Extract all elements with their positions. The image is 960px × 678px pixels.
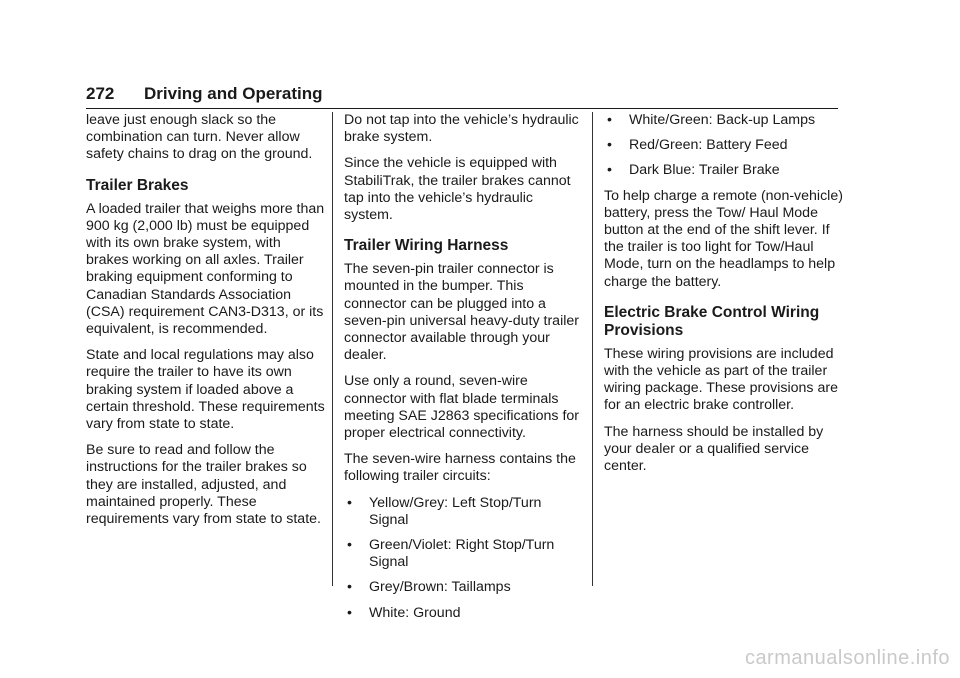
paragraph-hydraulic-warning: Do not tap into the vehicle’s hydraulic brake system. (344, 112, 579, 146)
circuit-label: Green/Violet: Right Stop/Turn Signal (369, 537, 555, 571)
bullet: • (607, 137, 612, 154)
paragraph-instructions: Be sure to read and follow the instructions for the trailer brakes so they are installed, adjusted, and maintained properly. These requirements vary from state to state. (86, 442, 321, 528)
column-1 (86, 112, 326, 537)
heading-trailer-brakes: Trailer Brakes (86, 176, 189, 194)
page-number: 272 (86, 84, 115, 103)
list-item (344, 579, 584, 596)
heading-trailer-wiring-harness: Trailer Wiring Harness (344, 237, 509, 255)
paragraph-seven-pin: The seven-pin trailer connector is mounted in the bumper. This connector can be plugged into a seven-pin universal heavy-duty trailer connector available through your dealer. (344, 261, 579, 364)
bullet: • (347, 579, 352, 596)
circuit-label: White: Ground (369, 604, 461, 621)
list-item (344, 495, 584, 529)
paragraph-wiring-provisions: These wiring provisions are included with the vehicle as part of the trailer wiring package. These provisions are for an electric brake controller. (604, 345, 838, 414)
bullet: • (347, 537, 352, 554)
paragraph-stabilitrak: Since the vehicle is equipped with StabiliTrak, the trailer brakes cannot tap into the vehicle’s hydraulic system. (344, 155, 571, 224)
paragraph-circuits-intro: The seven-wire harness contains the following trailer circuits: (344, 451, 576, 485)
column-divider (332, 112, 333, 586)
paragraph-loaded-trailer: A loaded trailer that weighs more than 900 kg (2,000 lb) must be equipped with its own brake system, with brakes working on all axles. Trailer braking equipment conforming to Canadian Standards Association (CSA) requirement CAN3-D313, or its equivalent, is recommended. (86, 200, 325, 338)
circuit-list-continued (604, 112, 844, 180)
list-item (604, 112, 844, 129)
page-header (86, 82, 838, 109)
circuit-label: Red/Green: Battery Feed (629, 137, 788, 154)
list-item (344, 605, 584, 622)
circuit-label: Yellow/Grey: Left Stop/Turn Signal (369, 494, 542, 528)
circuit-label: Grey/Brown: Taillamps (369, 579, 511, 596)
paragraph-chain-slack: leave just enough slack so the combination can turn. Never allow safety chains to drag on the ground. (86, 112, 313, 163)
bullet: • (607, 162, 612, 179)
column-2 (344, 112, 584, 630)
column-3 (604, 112, 844, 484)
column-divider (592, 112, 593, 586)
bullet: • (347, 494, 352, 511)
bullet: • (607, 112, 612, 128)
heading-electric-brake-control: Electric Brake Control Wiring Provisions (604, 303, 820, 339)
list-item (344, 537, 584, 571)
bullet: • (347, 604, 352, 621)
paragraph-dealer-install: The harness should be installed by your dealer or a qualified service center. (604, 423, 824, 475)
circuit-label: Dark Blue: Trailer Brake (629, 162, 780, 179)
circuit-list (344, 495, 584, 622)
paragraph-connector-spec: Use only a round, seven-wire connector with flat blade terminals meeting SAE J2863 specifications for proper electrical connectivity. (344, 373, 580, 442)
site-watermark: carmanualsonline.info (744, 647, 950, 669)
list-item (604, 137, 844, 154)
paragraph-regulations: State and local regulations may also require the trailer to have its own braking system if loaded above a certain threshold. These requirements vary from state to state. (86, 347, 325, 433)
list-item (604, 162, 844, 179)
circuit-label: White/Green: Back-up Lamps (629, 112, 816, 128)
paragraph-tow-haul: To help charge a remote (non-vehicle) battery, press the Tow/ Haul Mode button at the end of the shift lever. If the trailer is too light for Tow/Haul Mode, turn on the headlamps to help charge the battery. (604, 187, 843, 290)
section-title: Driving and Operating (144, 84, 323, 103)
